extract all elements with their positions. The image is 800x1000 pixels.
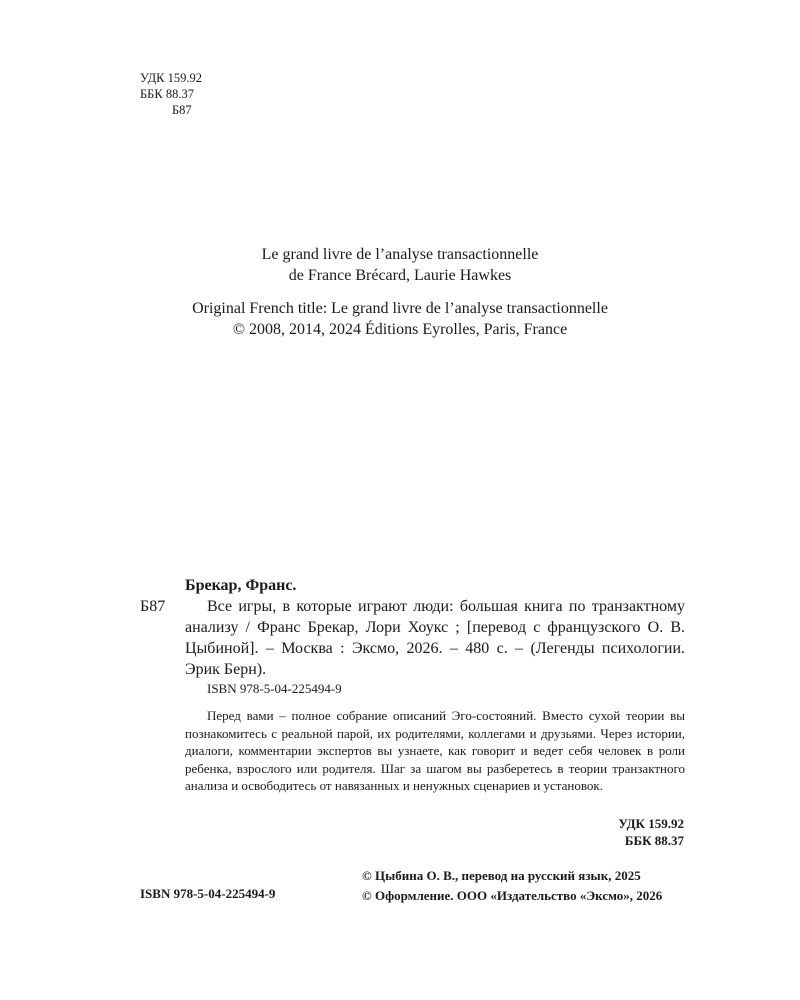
bottom-bbk-code: ББК 88.37 — [624, 833, 684, 848]
footer-copyrights — [362, 866, 662, 906]
bottom-udk-code: УДК 159.92 — [618, 816, 684, 831]
design-copyright: © Оформление. ООО «Издательство «Эксмо», 2026 — [362, 888, 663, 903]
original-rights-info — [0, 298, 800, 340]
translation-copyright: © Цыбина О. В., перевод на русский язык, 2025 — [362, 868, 641, 883]
udk-code: УДК 159.92 — [140, 71, 202, 85]
bottom-classification-codes — [560, 815, 684, 849]
catalog-author-heading: Брекар, Франс. — [185, 577, 297, 594]
book-annotation-text: Перед вами – полное собрание описаний Эго-состояний. Вместо сухой теории вы познакомитесь с реальной парой, их родителями, коллегами и друзьями. Через истории, диалоги, комментарии экспертов вы узнаете, как говорит и ведет себя человек в роли ребенка, взрослого или родителя. Шаг за шагом вы разберетесь в теории транзактного анализа и освободитесь от навязанных и ненужных сценариев и установок. — [185, 708, 685, 793]
catalog-description-text: Все игры, в которые играют люди: большая книга по транзактному анализу / Франс Брекар, Лори Хоукс ; [перевод с французского О. В. Цыбиной]. – Москва : Эксмо, 2026. – 480 с. – (Легенды психологии. Эрик Берн). — [185, 598, 685, 678]
original-authors: de France Brécard, Laurie Hawkes — [288, 267, 512, 284]
original-book-info — [0, 244, 800, 286]
catalog-description — [185, 596, 685, 680]
book-annotation — [185, 707, 685, 795]
catalog-isbn: ISBN 978-5-04-225494-9 — [207, 681, 342, 696]
bbk-code: ББК 88.37 — [140, 87, 194, 101]
original-title: Le grand livre de l’analyse transactionnelle — [261, 246, 539, 263]
catalog-author-mark: Б87 — [140, 598, 166, 615]
original-copyright: © 2008, 2014, 2024 Éditions Eyrolles, Paris, France — [232, 321, 568, 338]
footer-isbn: ISBN 978-5-04-225494-9 — [140, 886, 276, 901]
author-mark: Б87 — [172, 103, 192, 117]
original-french-title: Original French title: Le grand livre de l’analyse transactionnelle — [192, 300, 608, 317]
top-classification-codes — [140, 70, 202, 118]
